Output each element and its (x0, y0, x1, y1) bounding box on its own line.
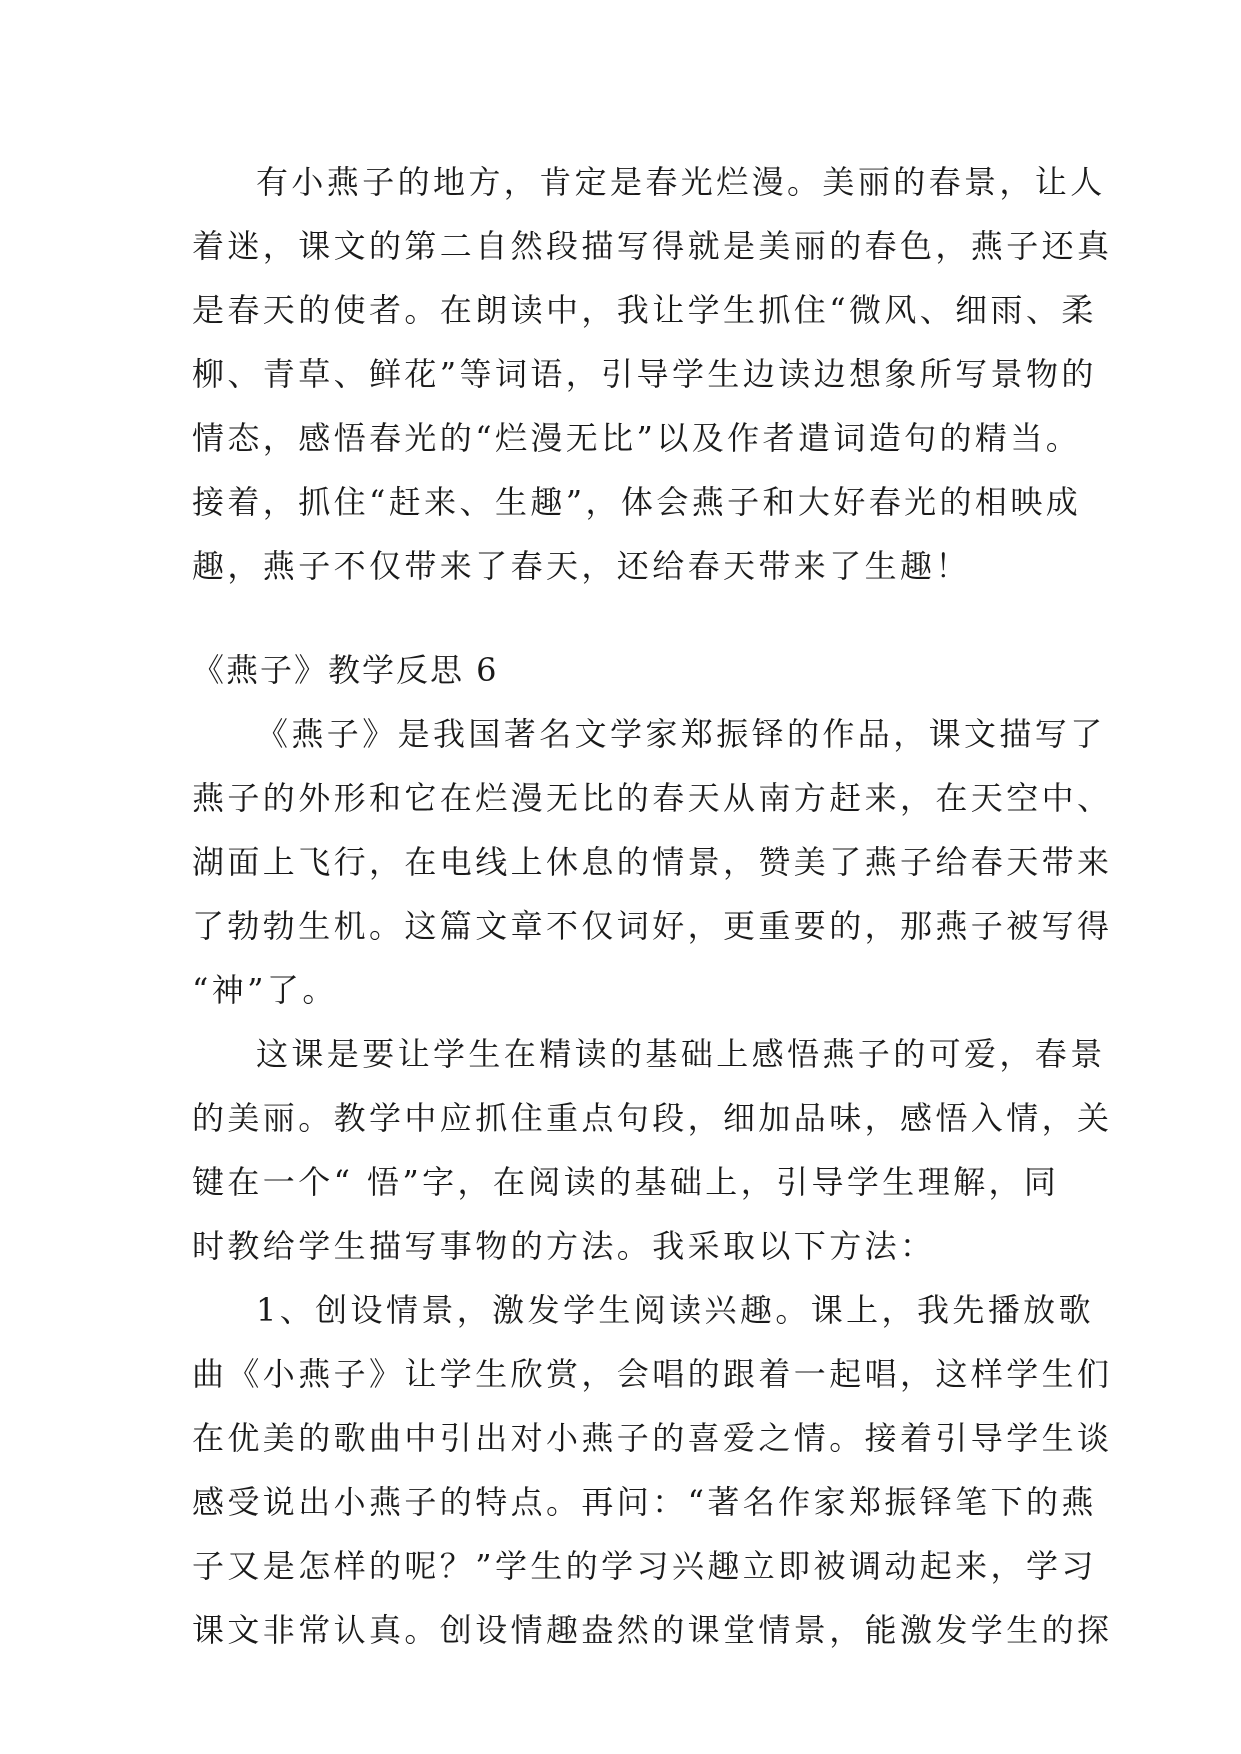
paragraph-line: 子又是怎样的呢？”学生的学习兴趣立即被调动起来，学习 (192, 1547, 1097, 1585)
paragraph-line: 课文非常认真。创设情趣盎然的课堂情景，能激发学生的探 (192, 1611, 1113, 1649)
paragraph-line: 有小燕子的地方，肯定是春光烂漫。美丽的春景，让人 (256, 163, 1106, 201)
paragraph-line: 感受说出小燕子的特点。再问：“著名作家郑振铎笔下的燕 (192, 1483, 1097, 1521)
paragraph-line: 键在一个“ 悟”字，在阅读的基础上，引导学生理解，同 (192, 1163, 1060, 1201)
paragraph-line: 曲《小燕子》让学生欣赏，会唱的跟着一起唱，这样学生们 (192, 1355, 1113, 1393)
paragraph-line: 是春天的使者。在朗读中，我让学生抓住“微风、细雨、柔 (192, 291, 1097, 329)
paragraph-line: 湖面上飞行，在电线上休息的情景，赞美了燕子给春天带来 (192, 843, 1113, 881)
section-heading: 《燕子》教学反思 6 (192, 651, 499, 689)
paragraph-line: 的美丽。教学中应抓住重点句段，细加品味，感悟入情，关 (192, 1099, 1113, 1137)
paragraph-line: 1、创设情景，激发学生阅读兴趣。课上，我先播放歌 (256, 1291, 1094, 1329)
paragraph-line: 趣，燕子不仅带来了春天，还给春天带来了生趣！ (192, 547, 971, 585)
paragraph-line: “神”了。 (192, 971, 338, 1009)
paragraph-line: 时教给学生描写事物的方法。我采取以下方法： (192, 1227, 936, 1265)
paragraph-line: 着迷，课文的第二自然段描写得就是美丽的春色，燕子还真 (192, 227, 1113, 265)
paragraph-line: 柳、青草、鲜花”等词语，引导学生边读边想象所写景物的 (192, 355, 1097, 393)
paragraph-line: 了勃勃生机。这篇文章不仅词好，更重要的，那燕子被写得 (192, 907, 1113, 945)
paragraph-line: 燕子的外形和它在烂漫无比的春天从南方赶来，在天空中、 (192, 779, 1113, 817)
paragraph-line: 在优美的歌曲中引出对小燕子的喜爱之情。接着引导学生谈 (192, 1419, 1113, 1457)
paragraph-line: 《燕子》是我国著名文学家郑振铎的作品，课文描写了 (256, 715, 1106, 753)
paragraph-line: 情态，感悟春光的“烂漫无比”以及作者遣词造句的精当。 (192, 419, 1082, 457)
paragraph-line: 接着，抓住“赶来、生趣”，体会燕子和大好春光的相映成 (192, 483, 1082, 521)
paragraph-line: 这课是要让学生在精读的基础上感悟燕子的可爱，春景 (256, 1035, 1106, 1073)
